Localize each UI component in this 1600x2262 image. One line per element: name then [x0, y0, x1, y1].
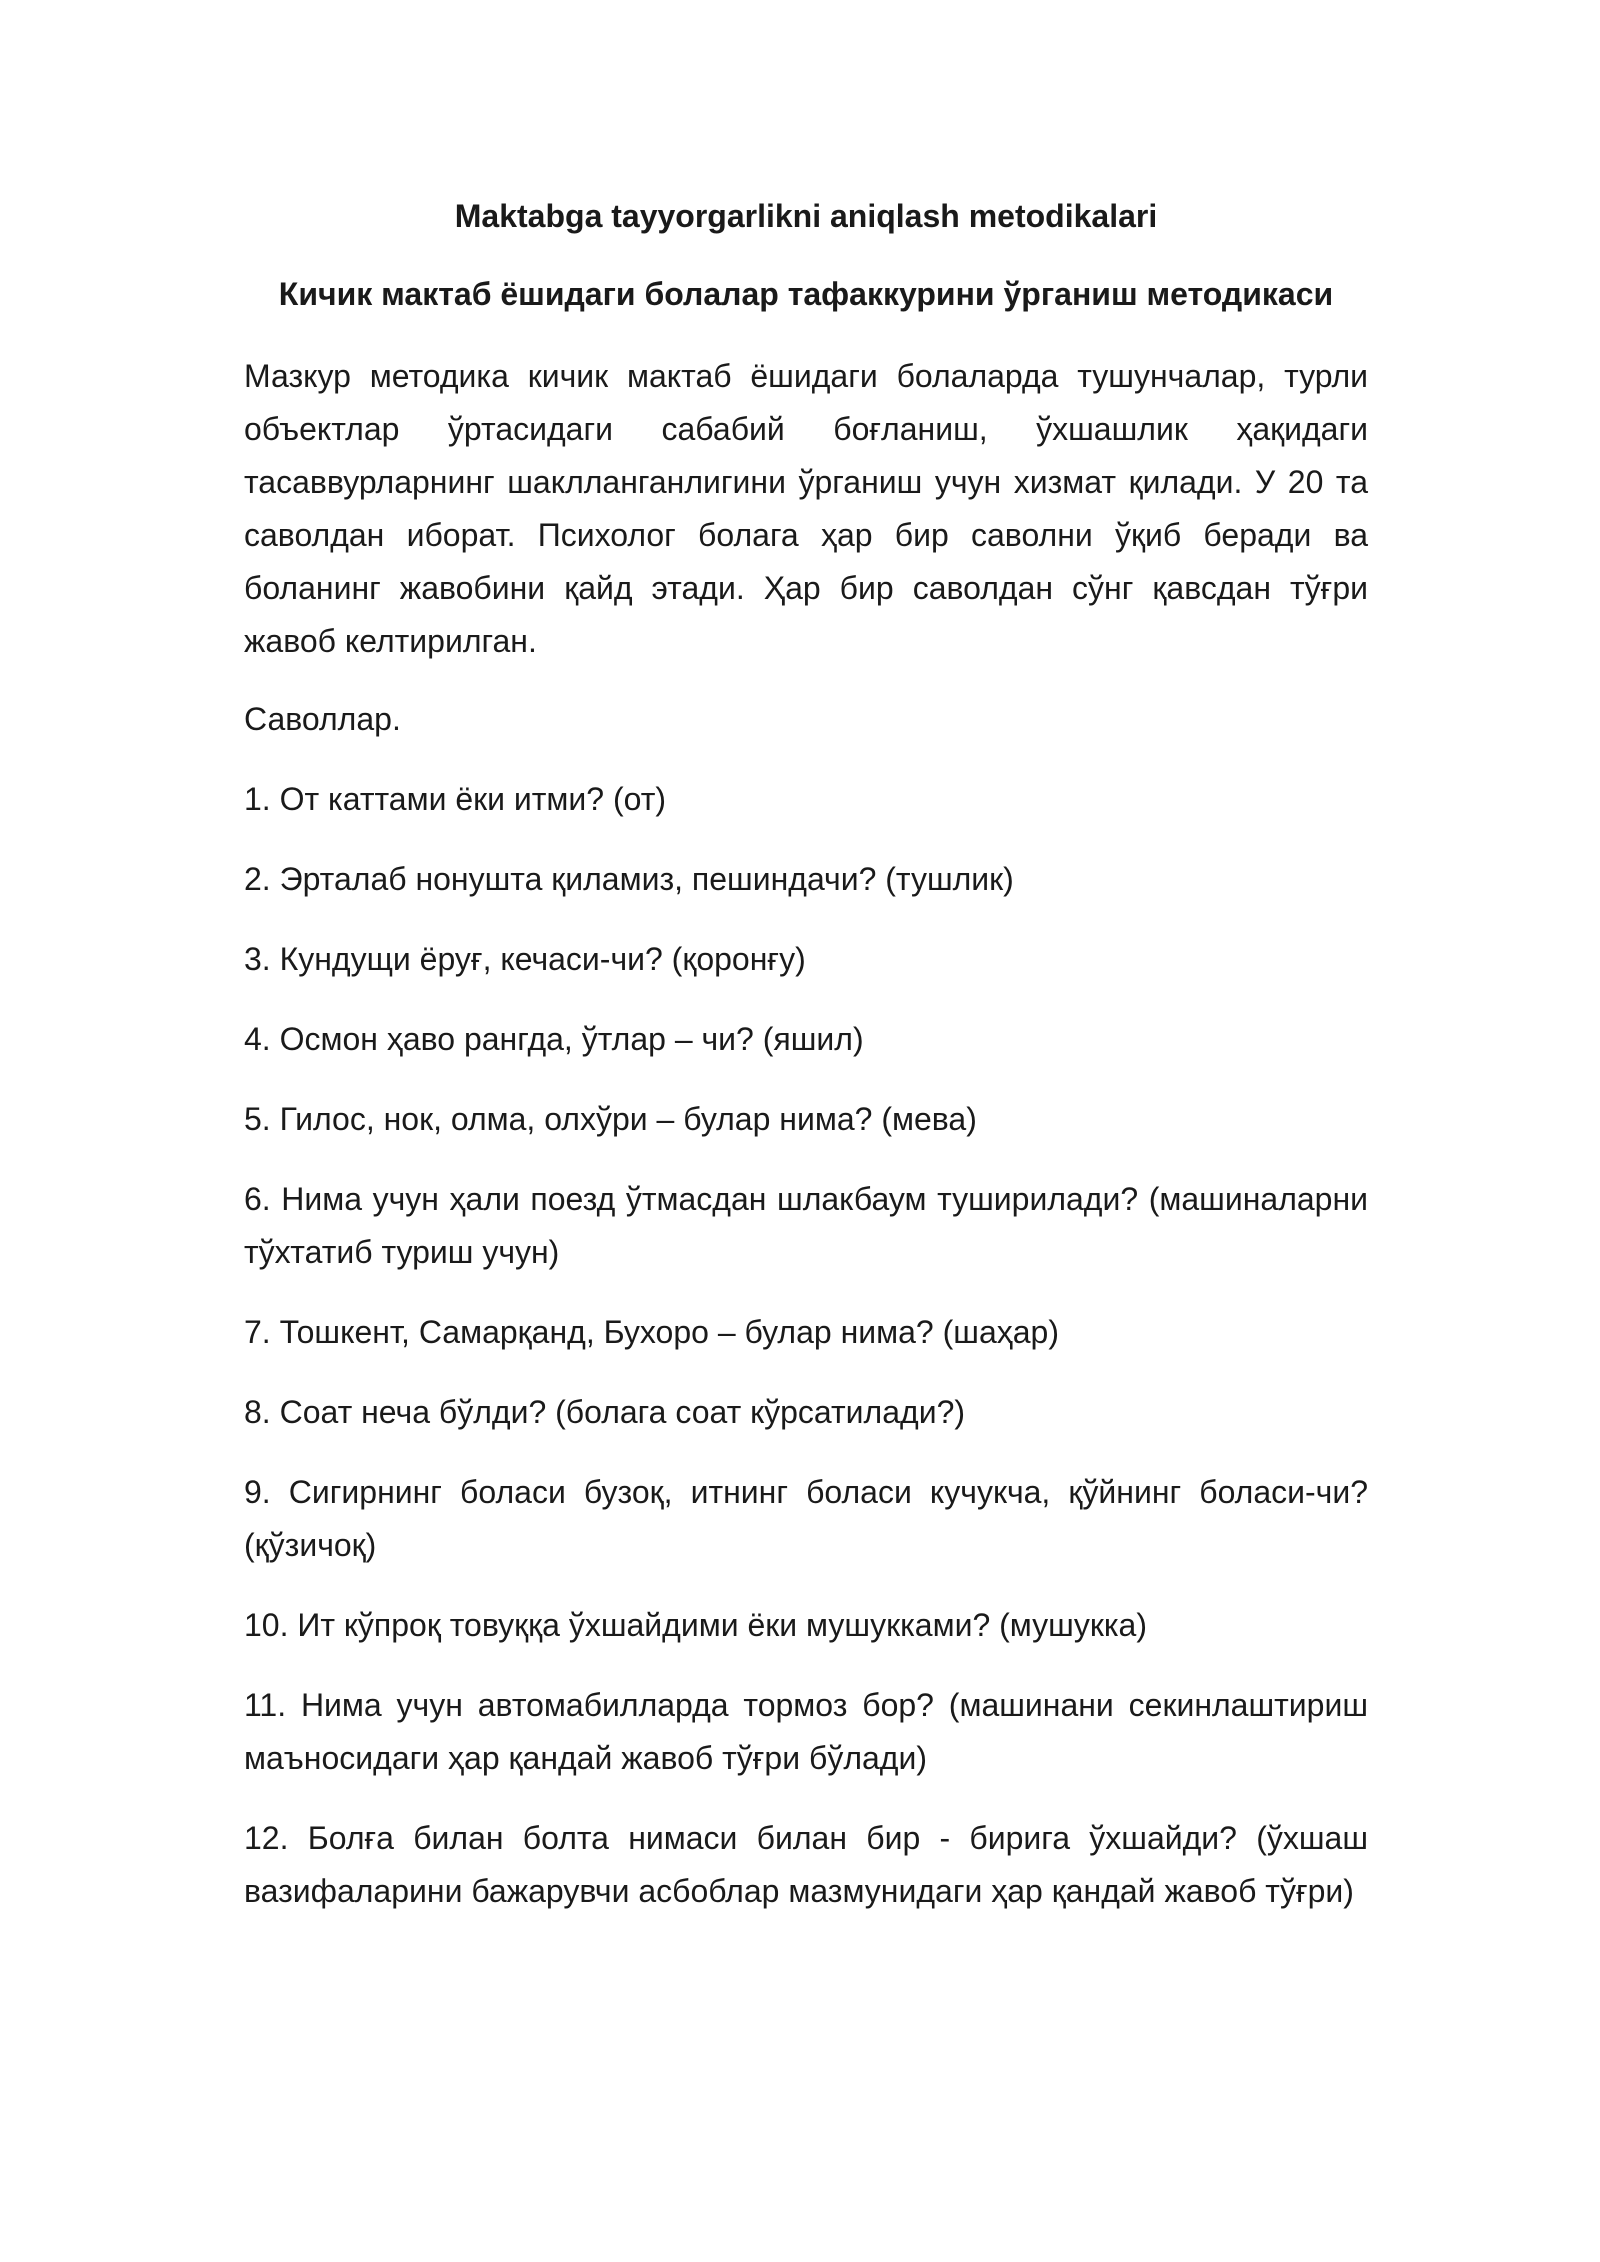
document-title: Maktabga tayyorgarlikni aniqlash metodikalari	[454, 198, 1158, 234]
question-item: 11. Нима учун автомабилларда тормоз бор? (машинани секинлаштириш маъносидаги ҳар қандай жавоб тўғри бўлади)	[244, 1687, 1368, 1776]
question-item: 8. Соат неча бўлди? (болага соат кўрсатилади?)	[244, 1394, 966, 1430]
question-item: 3. Кундущи ёруғ, кечаси-чи? (қоронғу)	[244, 941, 806, 977]
question-item: 12. Болға билан болта нимаси билан бир - бирига ўхшайди? (ўхшаш вазифаларини бажарувчи асбоблар мазмунидаги ҳар қандай жавоб тўғри)	[244, 1820, 1368, 1909]
question-item: 9. Сигирнинг боласи бузоқ, итнинг боласи кучукча, қўйнинг боласи-чи? (қўзичоқ)	[244, 1474, 1368, 1563]
intro-paragraph: Мазкур методика кичик мактаб ёшидаги болаларда тушунчалар, турли объектлар ўртасидаги сабабий боғланиш, ўхшашлик ҳақидаги тасаввурларнинг шаклланганлигини ўрганиш учун хизмат қилади. У 20 та саволдан иборат. Психолог болага ҳар бир саволни ўқиб беради ва боланинг жавобини қайд этади. Ҳар бир саволдан сўнг қавсдан тўғри жавоб келтирилган.	[244, 358, 1368, 659]
question-item: 5. Гилос, нок, олма, олхўри – булар нима? (мева)	[244, 1101, 977, 1137]
document-subtitle: Кичик мактаб ёшидаги болалар тафаккурини ўрганиш методикаси	[278, 276, 1334, 312]
question-item: 7. Тошкент, Самарқанд, Бухоро – булар нима? (шаҳар)	[244, 1314, 1059, 1350]
question-item: 1. От каттами ёки итми? (от)	[244, 781, 667, 817]
question-item: 4. Осмон ҳаво рангда, ўтлар – чи? (яшил)	[244, 1021, 864, 1057]
question-item: 10. Ит кўпроқ товуққа ўхшайдими ёки мушукками? (мушукка)	[244, 1607, 1147, 1643]
question-item: 2. Эрталаб нонушта қиламиз, пешиндачи? (тушлик)	[244, 861, 1014, 897]
question-item: 6. Нима учун ҳали поезд ўтмасдан шлакбаум туширилади? (машиналарни тўхтатиб туриш учун)	[244, 1181, 1368, 1270]
questions-label: Саволлар.	[244, 701, 401, 737]
document-page	[244, 196, 1368, 1945]
